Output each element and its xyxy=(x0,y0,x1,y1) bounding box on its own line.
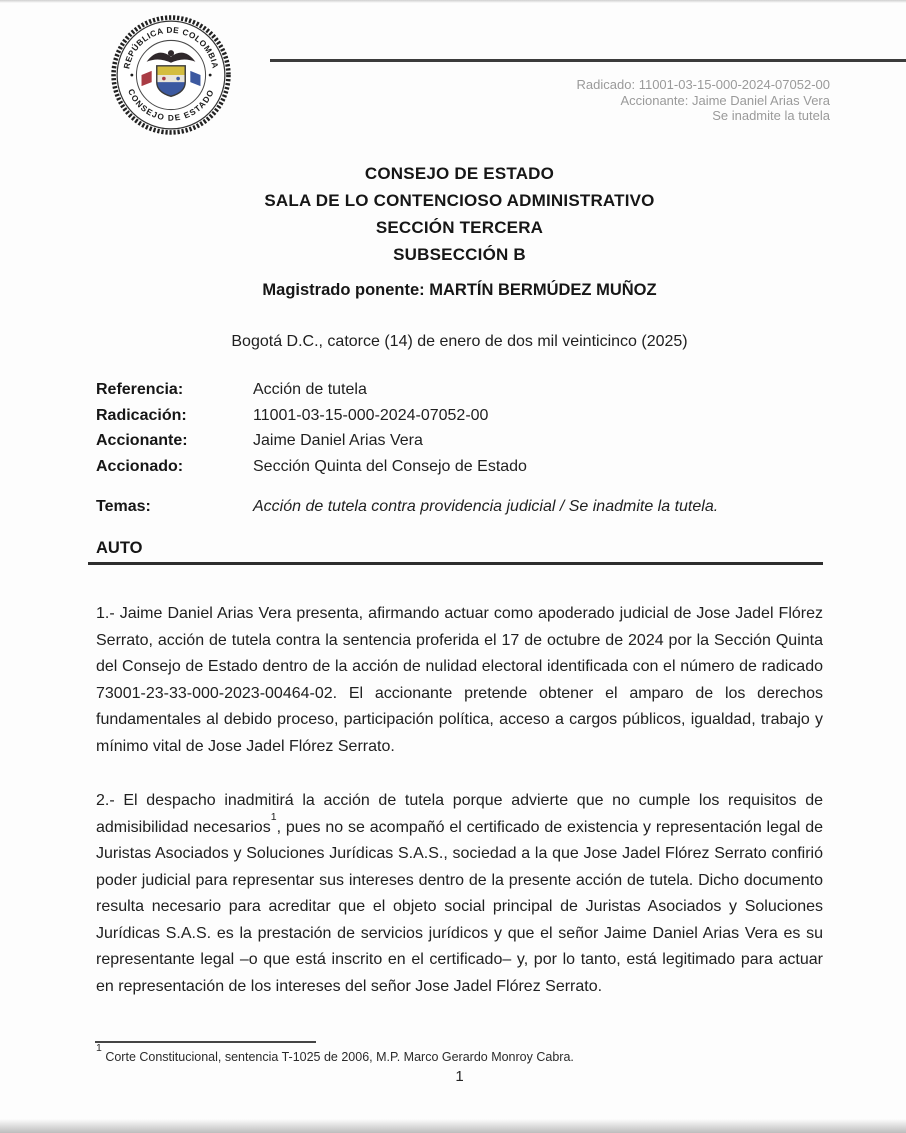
seal-left-star xyxy=(130,74,133,77)
section-heading-auto: AUTO xyxy=(96,539,143,557)
header-case-metadata xyxy=(577,77,830,124)
temas-label: Temas: xyxy=(96,498,151,515)
ref-value-radicacion: 11001-03-15-000-2024-07052-00 xyxy=(253,406,489,424)
ref-label-accionante: Accionante: xyxy=(96,432,188,449)
header-divider xyxy=(270,59,906,62)
court-title-block xyxy=(96,160,823,268)
temas-value: Acción de tutela contra providencia judicial / Se inadmite la tutela. xyxy=(253,498,719,515)
ref-value-referencia: Acción de tutela xyxy=(253,381,367,398)
footnote-marker: 1 xyxy=(96,1041,102,1054)
title-line-sala: SALA DE LO CONTENCIOSO ADMINISTRATIVO xyxy=(264,191,655,210)
footnote-text: Corte Constitucional, sentencia T-1025 de 2006, M.P. Marco Gerardo Monroy Cabra. xyxy=(105,1050,574,1064)
ref-label-referencia: Referencia: xyxy=(96,381,184,398)
footnote xyxy=(96,1041,823,1064)
scan-edge-shadow-top xyxy=(0,0,906,3)
title-line-court: CONSEJO DE ESTADO xyxy=(364,164,555,183)
accionante-line: Accionante: Jaime Daniel Arias Vera xyxy=(620,92,830,108)
page-number: 1 xyxy=(455,1068,464,1085)
section-divider xyxy=(88,562,823,565)
paragraph-1: 1.- Jaime Daniel Arias Vera presenta, afirmando actuar como apoderado judicial de Jose Jadel Flórez Serrato, acción de tutela contra la sentencia proferida el 17 de octubre de 2024 por la Sección Quinta del Consejo de Estado dentro de la acción de nulidad electoral identificada con el número de radicado 73001-23-33-000-2023-00464-02. El accionante pretende obtener el amparo de los derechos fundamentales al debido proceso, participación política, acceso a cargos públicos, igualdad, trabajo y mínimo vital de Jose Jadel Flórez Serrato. xyxy=(96,605,823,755)
table-row xyxy=(96,403,823,429)
paragraph-2 xyxy=(96,788,823,1000)
seal-top-text: REPÚBLICA DE COLOMBIA xyxy=(121,24,221,70)
seal-right-star xyxy=(209,74,212,77)
footnote-divider xyxy=(95,1041,316,1043)
reference-table xyxy=(96,377,823,479)
city-date-line: Bogotá D.C., catorce (14) de enero de dos mil veinticinco (2025) xyxy=(231,333,688,350)
ref-value-accionante: Jaime Daniel Arias Vera xyxy=(253,432,423,449)
footnote-reference-marker: 1 xyxy=(270,811,277,824)
decision-line: Se inadmite la tutela xyxy=(712,108,830,123)
temas-row xyxy=(96,498,823,516)
table-row xyxy=(96,428,823,454)
table-row xyxy=(96,454,823,480)
magistrado-ponente-line: Magistrado ponente: MARTÍN BERMÚDEZ MUÑOZ xyxy=(262,281,657,299)
radicado-line: Radicado: 11001-03-15-000-2024-07052-00 xyxy=(576,77,830,92)
seal-bottom-text: CONSEJO DE ESTADO xyxy=(126,87,217,123)
ref-value-accionado: Sección Quinta del Consejo de Estado xyxy=(253,457,527,475)
title-line-seccion: SECCIÓN TERCERA xyxy=(375,218,544,237)
paragraph-2-text-after: , pues no se acompañó el certificado de existencia y representación legal de Juristas Asociados y Soluciones Jurídicas S.A.S., sociedad a la que Jose Jadel Flórez Serrato confirió poder judicial para representar sus intereses dentro de la presente acción de tutela. Dicho documento resulta necesario para acreditar que el objeto social principal de Juristas Asociados y Soluciones Jurídicas S.A.S. es la prestación de servicios jurídicos y que el señor Jaime Daniel Arias Vera es su representante legal –o que está inscrito en el certificado– y, por lo tanto, está legitimado para actuar en representación de los intereses del señor Jose Jadel Flórez Serrato. xyxy=(96,818,824,995)
ref-label-accionado: Accionado: xyxy=(96,457,184,475)
title-line-subseccion: SUBSECCIÓN B xyxy=(393,245,526,264)
table-row xyxy=(96,377,823,403)
paragraph-2-text-before: 2.- El despacho inadmitirá la acción de tutela porque advierte que no cumple los requisitos de admisibilidad necesarios xyxy=(96,792,823,836)
consejo-de-estado-seal-icon xyxy=(110,14,232,136)
scan-edge-shadow-bottom xyxy=(0,1119,906,1133)
ref-label-radicacion: Radicación: xyxy=(96,406,187,424)
